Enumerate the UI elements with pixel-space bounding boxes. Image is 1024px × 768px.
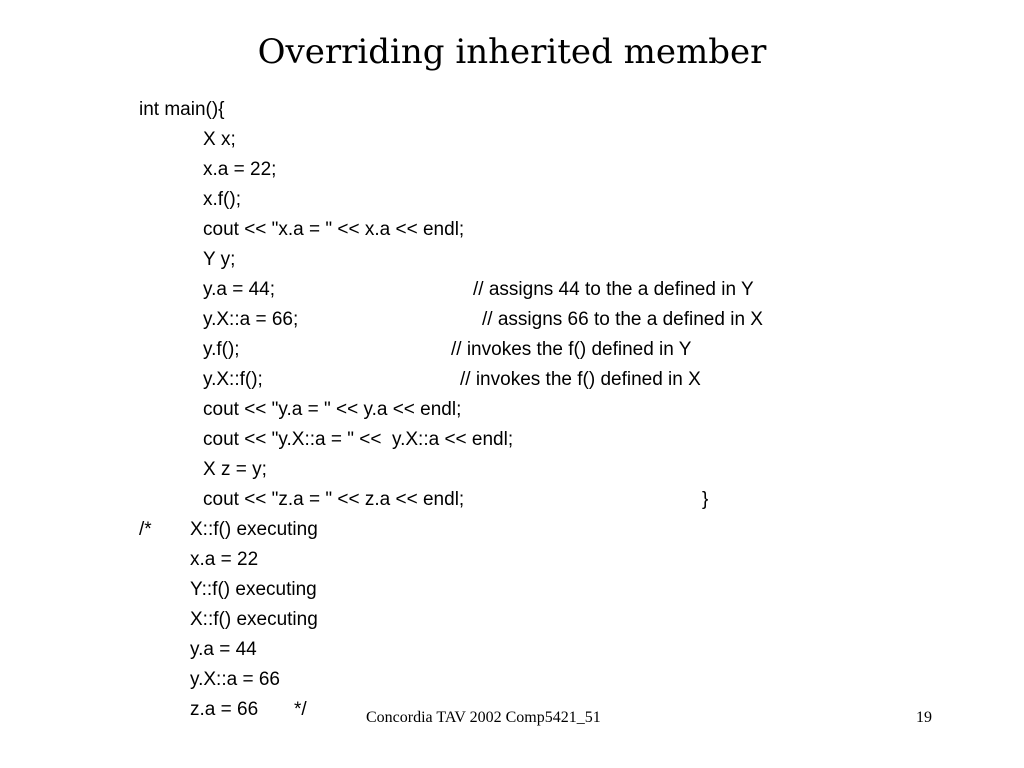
output-line: X::f() executing: [190, 519, 318, 540]
code-comment-yf: // invokes the f() defined in Y: [451, 339, 692, 360]
footer-course: Concordia TAV 2002 Comp5421_51: [366, 709, 601, 726]
code-main-open: int main(){: [139, 99, 225, 120]
code-decl-z: X z = y;: [203, 459, 267, 480]
code-comment-yxf: // invokes the f() defined in X: [460, 369, 701, 390]
output-line: z.a = 66: [190, 699, 259, 720]
output-line: Y::f() executing: [190, 579, 317, 600]
output-line: y.X::a = 66: [190, 669, 280, 690]
code-cout-yxa: cout << "y.X::a = " << y.X::a << endl;: [203, 429, 514, 450]
code-call-xf: x.f();: [203, 189, 241, 210]
slide-title: Overriding inherited member: [257, 32, 767, 72]
code-call-yf: y.f();: [203, 339, 240, 360]
code-cout-xa: cout << "x.a = " << x.a << endl;: [203, 219, 465, 240]
output-comment-open: /*: [139, 519, 152, 540]
code-decl-x: X x;: [203, 129, 236, 150]
code-cout-za: cout << "z.a = " << z.a << endl;: [203, 489, 465, 510]
code-assign-yxa: y.X::a = 66;: [203, 309, 299, 330]
page-number: 19: [916, 709, 932, 726]
code-call-yxf: y.X::f();: [203, 369, 263, 390]
code-decl-y: Y y;: [203, 249, 236, 270]
code-comment-ya: // assigns 44 to the a defined in Y: [473, 279, 754, 300]
code-comment-yxa: // assigns 66 to the a defined in X: [482, 309, 763, 330]
code-assign-xa: x.a = 22;: [203, 159, 277, 180]
code-main-close: }: [702, 489, 709, 510]
output-line: x.a = 22: [190, 549, 259, 570]
code-assign-ya: y.a = 44;: [203, 279, 276, 300]
output-comment-close: */: [294, 699, 307, 720]
output-line: y.a = 44: [190, 639, 257, 660]
code-cout-ya: cout << "y.a = " << y.a << endl;: [203, 399, 462, 420]
output-line: X::f() executing: [190, 609, 318, 630]
